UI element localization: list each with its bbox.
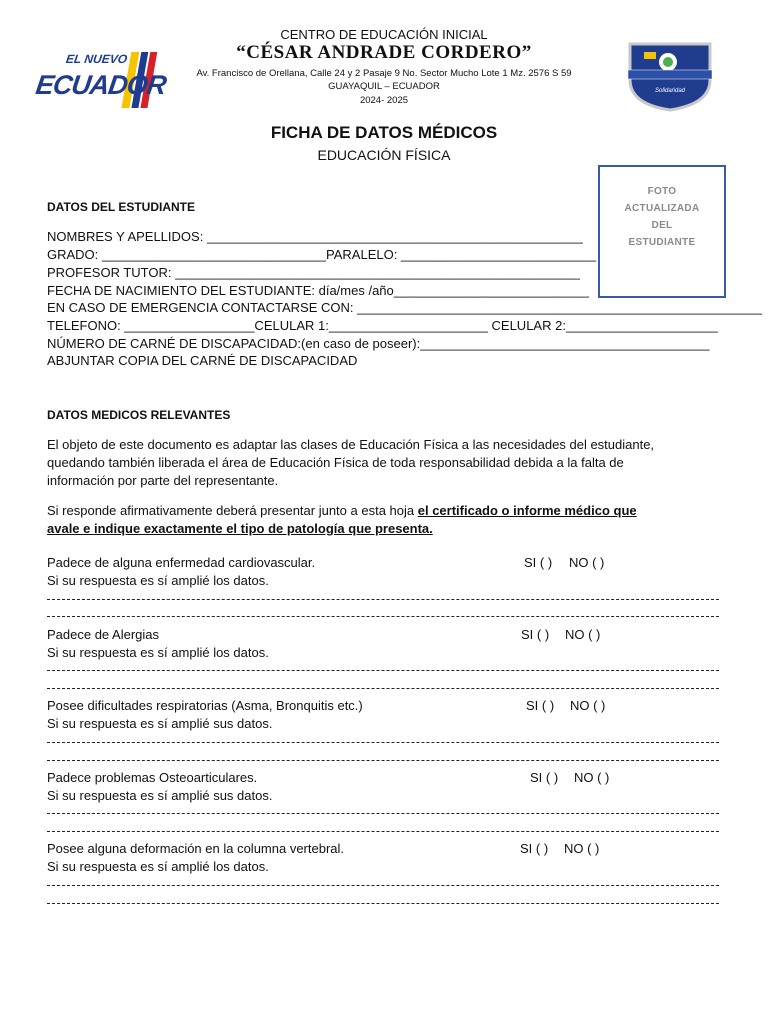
school-name: “CÉSAR ANDRADE CORDERO” xyxy=(236,42,532,63)
answer-line[interactable] xyxy=(47,599,719,600)
si-checkbox[interactable]: SI ( ) xyxy=(530,770,559,785)
question-respiratory: Posee dificultades respiratorias (Asma, Bronquitis etc.) xyxy=(47,698,363,713)
si-checkbox[interactable]: SI ( ) xyxy=(521,627,550,642)
disability-number-field[interactable]: NÚMERO DE CARNÉ DE DISCAPACIDAD:(en caso de poseer):________________________________________ xyxy=(47,336,710,351)
logo-line1: EL NUEVO xyxy=(65,52,129,66)
certificate-note-text: Si responde afirmativamente deberá presentar junto a esta hoja xyxy=(47,503,418,518)
medical-heading: DATOS MEDICOS RELEVANTES xyxy=(47,408,231,422)
answer-line[interactable] xyxy=(47,831,719,832)
photo-label-2: ACTUALIZADA xyxy=(624,203,700,214)
names-field[interactable]: NOMBRES Y APELLIDOS: ____________________________________________________ xyxy=(47,229,583,244)
school-year: 2024- 2025 xyxy=(359,95,409,106)
photo-label-1: FOTO xyxy=(647,186,677,197)
medical-paragraph-line-1: El objeto de este documento es adaptar las clases de Educación Física a las necesidades del estudiante, xyxy=(47,437,655,452)
phone-field[interactable]: TELEFONO: __________________CELULAR 1:______________________ CELULAR 2:_____________________ xyxy=(47,318,718,333)
answer-line[interactable] xyxy=(47,616,719,617)
answer-line[interactable] xyxy=(47,813,719,814)
answer-line[interactable] xyxy=(47,885,719,886)
school-type: CENTRO DE EDUCACIÓN INICIAL xyxy=(280,27,488,42)
certificate-note-line-1 xyxy=(47,503,637,519)
photo-label-4: ESTUDIANTE xyxy=(628,237,696,248)
no-checkbox[interactable]: NO ( ) xyxy=(564,841,600,856)
si-checkbox[interactable]: SI ( ) xyxy=(520,841,549,856)
no-checkbox[interactable]: NO ( ) xyxy=(574,770,610,785)
question-cardiovascular: Padece de alguna enfermedad cardiovascular. xyxy=(47,555,316,570)
medical-paragraph-line-2: quedando también liberada el área de Educación Física de toda responsabilidad debida a la falta de xyxy=(47,455,624,470)
no-checkbox[interactable]: NO ( ) xyxy=(565,627,601,642)
tutor-field[interactable]: PROFESOR TUTOR: ________________________________________________________ xyxy=(47,265,580,280)
photo-box[interactable] xyxy=(598,165,726,298)
photo-label-3: DEL xyxy=(651,220,673,231)
student-heading: DATOS DEL ESTUDIANTE xyxy=(47,200,196,214)
si-checkbox[interactable]: SI ( ) xyxy=(526,698,555,713)
form-subtitle: EDUCACIÓN FÍSICA xyxy=(317,147,451,163)
no-checkbox[interactable]: NO ( ) xyxy=(570,698,606,713)
follow-up-text: Si su respuesta es sí amplié los datos. xyxy=(47,645,269,660)
emergency-contact-field[interactable]: EN CASO DE EMERGENCIA CONTACTARSE CON: ________________________________________________________ xyxy=(47,300,762,315)
certificate-note-emphasis: el certificado o informe médico que xyxy=(417,503,637,518)
si-checkbox[interactable]: SI ( ) xyxy=(524,555,553,570)
certificate-note-line-2 xyxy=(47,521,433,537)
answer-line[interactable] xyxy=(47,670,719,671)
school-address: Av. Francisco de Orellana, Calle 24 y 2 Pasaje 9 No. Sector Mucho Lote 1 Mz. 2576 S 59 xyxy=(196,68,572,79)
school-shield-logo xyxy=(624,40,716,112)
question-spinal-deformation: Posee alguna deformación en la columna vertebral. xyxy=(47,841,345,856)
form-title: FICHA DE DATOS MÉDICOS xyxy=(270,123,498,142)
certificate-note-emphasis-2: avale e indique exactamente el tipo de patología que presenta. xyxy=(47,521,433,536)
answer-line[interactable] xyxy=(47,903,719,904)
answer-line[interactable] xyxy=(47,688,719,689)
shield-motto: Solidaridad xyxy=(654,88,686,94)
answer-line[interactable] xyxy=(47,760,719,761)
no-checkbox[interactable]: NO ( ) xyxy=(569,555,605,570)
question-allergies: Padece de Alergias xyxy=(47,627,160,642)
follow-up-text: Si su respuesta es sí amplié sus datos. xyxy=(47,716,273,731)
attach-disability-note: ABJUNTAR COPIA DEL CARNÉ DE DISCAPACIDAD xyxy=(47,353,358,368)
medical-paragraph-line-3: información por parte del representante. xyxy=(47,473,279,488)
follow-up-text: Si su respuesta es sí amplié los datos. xyxy=(47,859,269,874)
logo-line2: ECUADOR xyxy=(33,70,168,100)
answer-line[interactable] xyxy=(47,742,719,743)
question-osteoarticular: Padece problemas Osteoarticulares. xyxy=(47,770,258,785)
birth-date-field[interactable]: FECHA DE NACIMIENTO DEL ESTUDIANTE: día/mes /año___________________________ xyxy=(47,283,589,298)
grade-field[interactable]: GRADO: _______________________________PARALELO: ___________________________ xyxy=(47,247,597,262)
school-city: GUAYAQUIL – ECUADOR xyxy=(328,81,440,92)
follow-up-text: Si su respuesta es sí amplié sus datos. xyxy=(47,788,273,803)
follow-up-text: Si su respuesta es sí amplié los datos. xyxy=(47,573,269,588)
